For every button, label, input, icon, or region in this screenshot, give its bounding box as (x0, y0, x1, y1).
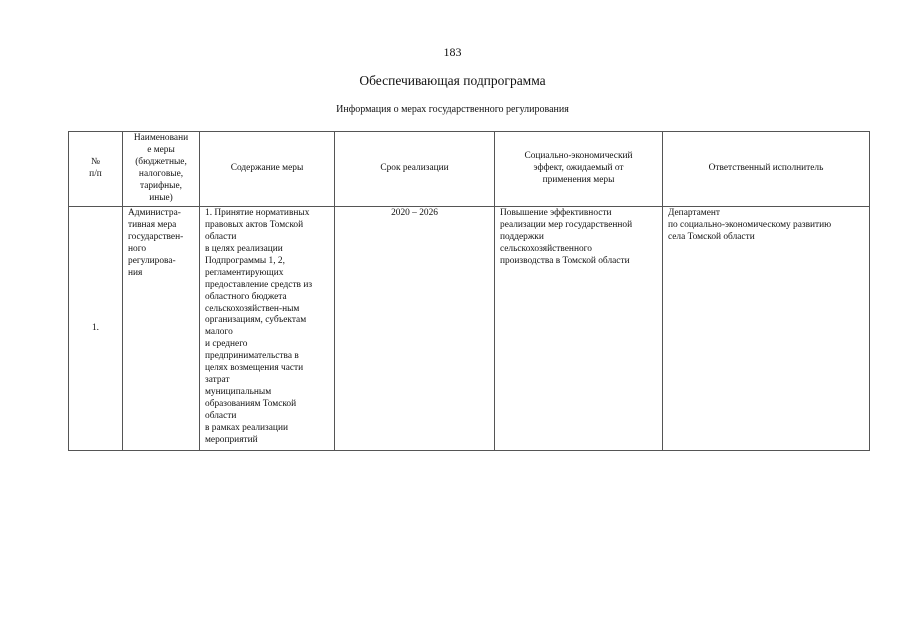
cell-num: 1. (69, 207, 123, 451)
measures-table (68, 131, 870, 451)
table-subtitle: Информация о мерах государственного регулирования (336, 104, 569, 115)
cell-name: Администра- тивная мера государствен- ного регулирова- ния (123, 207, 200, 451)
page-title: Обеспечивающая подпрограмма (359, 73, 546, 88)
header-content: Содержание меры (200, 132, 335, 207)
header-executor: Ответственный исполнитель (663, 132, 870, 207)
header-num: № п/п (69, 132, 123, 207)
cell-effect: Повышение эффективности реализации мер государственной поддержки сельскохозяйственного производства в Томской области (495, 207, 663, 451)
cell-content: 1. Принятие нормативных правовых актов Томской области в целях реализации Подпрограммы 1, 2, регламентирующих предоставление средств из областного бюджета сельскохозяйствен-ным организациям, субъектам малого и среднего предпринимательства в целях возмещения части затрат муниципальным образованиям Томской области в рамках реализации мероприятий (200, 207, 335, 451)
header-period: Срок реализации (335, 132, 495, 207)
header-effect: Социально-экономический эффект, ожидаемый от применения меры (495, 132, 663, 207)
header-name: Наименовани е меры (бюджетные, налоговые, тарифные, иные) (123, 132, 200, 207)
table-header-row (69, 132, 870, 207)
table-row (69, 207, 870, 451)
page-number: 183 (443, 45, 462, 59)
cell-executor: Департамент по социально-экономическому развитию села Томской области (663, 207, 870, 451)
cell-period: 2020 – 2026 (335, 207, 495, 451)
